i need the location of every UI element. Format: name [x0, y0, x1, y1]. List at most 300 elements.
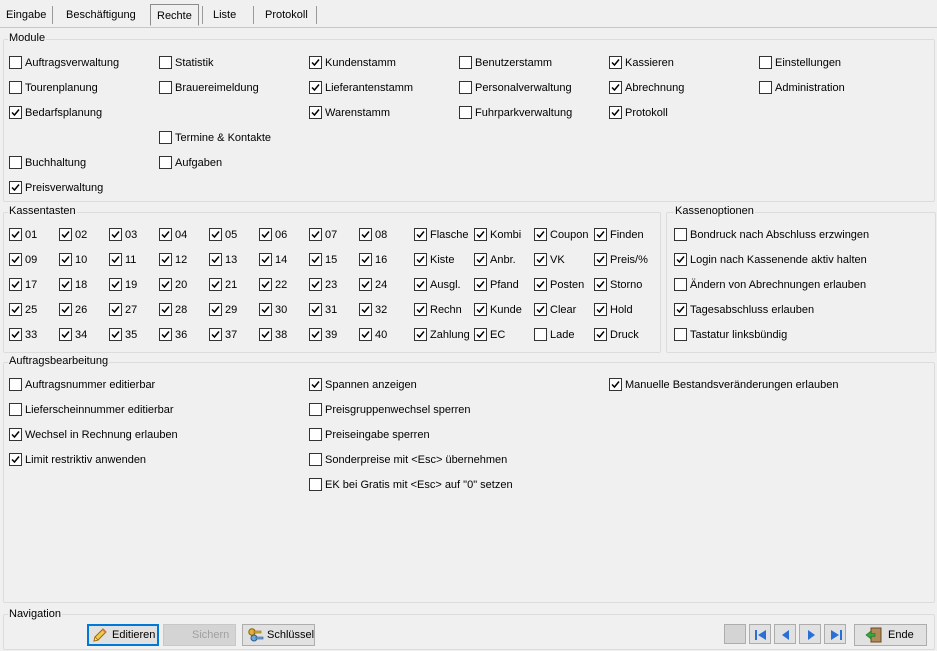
module-checkbox[interactable]	[9, 181, 103, 197]
checkbox-box[interactable]	[9, 228, 22, 241]
checkmark-icon	[310, 329, 321, 340]
checkbox-box[interactable]	[259, 228, 272, 241]
checkmark-icon	[535, 304, 546, 315]
checkbox-box[interactable]	[59, 303, 72, 316]
kassentaste-checkbox[interactable]	[209, 278, 237, 294]
save-button[interactable]	[163, 624, 236, 646]
checkbox-box[interactable]	[209, 278, 222, 291]
checkbox-label: Manuelle Bestandsveränderungen erlauben	[625, 379, 839, 392]
kassentaste-checkbox[interactable]	[414, 278, 461, 294]
checkbox-box[interactable]	[759, 81, 772, 94]
checkbox-label: Preisgruppenwechsel sperren	[325, 404, 471, 417]
checkbox-label: 40	[375, 329, 388, 342]
checkmark-icon	[675, 254, 686, 265]
kassentaste-checkbox[interactable]	[594, 328, 639, 344]
tab-bar	[0, 0, 937, 28]
checkmark-icon	[260, 279, 271, 290]
checkbox-box[interactable]	[309, 403, 322, 416]
kassentaste-checkbox[interactable]	[9, 328, 37, 344]
kassentaste-checkbox[interactable]	[359, 228, 387, 244]
checkbox-box[interactable]	[309, 428, 322, 441]
checkmark-icon	[60, 254, 71, 265]
checkbox-box[interactable]	[609, 378, 622, 391]
kassentaste-checkbox[interactable]	[309, 303, 337, 319]
checkbox-box[interactable]	[309, 56, 322, 69]
auftrag-checkbox[interactable]	[9, 378, 155, 394]
checkmark-icon	[595, 229, 606, 240]
checkbox-box[interactable]	[9, 278, 22, 291]
kassentaste-checkbox[interactable]	[209, 228, 237, 244]
checkmark-icon	[60, 304, 71, 315]
checkbox-box[interactable]	[209, 303, 222, 316]
checkbox-label: Sonderpreise mit <Esc> übernehmen	[325, 454, 508, 467]
checkbox-box[interactable]	[414, 228, 427, 241]
end-button[interactable]	[854, 624, 927, 646]
auftrag-checkbox[interactable]	[309, 478, 513, 494]
checkmark-icon	[675, 304, 686, 315]
kassentaste-checkbox[interactable]	[59, 228, 87, 244]
checkbox-box[interactable]	[474, 228, 487, 241]
checkbox-label: 27	[125, 304, 138, 317]
checkbox-box[interactable]	[474, 303, 487, 316]
tab-beschaeftigung[interactable]: Beschäftigung	[66, 9, 136, 21]
kassentaste-checkbox[interactable]	[359, 278, 387, 294]
tab-divider	[253, 6, 254, 24]
checkbox-label: Bondruck nach Abschluss erzwingen	[690, 229, 870, 242]
checkmark-icon	[360, 229, 371, 240]
kassentaste-checkbox[interactable]	[59, 278, 87, 294]
checkbox-label: Finden	[610, 229, 644, 242]
checkbox-box[interactable]	[594, 228, 607, 241]
module-title: Module	[9, 32, 46, 44]
checkmark-icon	[260, 254, 271, 265]
checkbox-box[interactable]	[59, 328, 72, 341]
kassentaste-checkbox[interactable]	[414, 328, 470, 344]
checkbox-label: Ändern von Abrechnungen erlauben	[690, 279, 867, 292]
kassentaste-checkbox[interactable]	[474, 278, 519, 294]
module-checkbox[interactable]	[9, 56, 119, 72]
checkbox-box[interactable]	[159, 56, 172, 69]
checkbox-box[interactable]	[309, 453, 322, 466]
checkbox-label: 36	[175, 329, 188, 342]
checkbox-box[interactable]	[159, 253, 172, 266]
kassentaste-checkbox[interactable]	[534, 253, 565, 269]
checkbox-label: 31	[325, 304, 338, 317]
checkmark-icon	[210, 279, 221, 290]
end-button-label: Ende	[888, 629, 914, 641]
checkbox-box[interactable]	[594, 303, 607, 316]
checkbox-box[interactable]	[9, 453, 22, 466]
kassentaste-checkbox[interactable]	[309, 278, 337, 294]
checkmark-icon	[10, 254, 21, 265]
module-checkbox[interactable]	[9, 81, 98, 97]
checkbox-box[interactable]	[159, 278, 172, 291]
kassentaste-checkbox[interactable]	[309, 253, 337, 269]
checkbox-box[interactable]	[594, 253, 607, 266]
kassentaste-checkbox[interactable]	[159, 228, 187, 244]
checkmark-icon	[415, 304, 426, 315]
kassentaste-checkbox[interactable]	[594, 228, 644, 244]
checkbox-box[interactable]	[459, 81, 472, 94]
kassentaste-checkbox[interactable]	[59, 303, 87, 319]
checkbox-label: 14	[275, 254, 288, 267]
tab-protokoll[interactable]: Protokoll	[265, 9, 308, 21]
auftrag-checkbox[interactable]	[309, 403, 471, 419]
checkbox-box[interactable]	[359, 303, 372, 316]
checkbox-label: 26	[75, 304, 88, 317]
pencil-icon	[92, 627, 108, 650]
kassentaste-checkbox[interactable]	[159, 303, 187, 319]
checkmark-icon	[360, 254, 371, 265]
checkbox-label: Bedarfsplanung	[25, 107, 103, 120]
next-record-icon	[804, 628, 818, 642]
checkbox-label: 04	[175, 229, 188, 242]
kassentaste-checkbox[interactable]	[474, 228, 521, 244]
module-checkbox[interactable]	[309, 106, 390, 122]
checkmark-icon	[10, 454, 21, 465]
kassentaste-checkbox[interactable]	[159, 328, 187, 344]
module-checkbox[interactable]	[609, 106, 668, 122]
kassentaste-checkbox[interactable]	[209, 303, 237, 319]
kassentaste-checkbox[interactable]	[9, 253, 37, 269]
checkbox-box[interactable]	[59, 228, 72, 241]
checkbox-box[interactable]	[309, 253, 322, 266]
checkbox-label: VK	[550, 254, 565, 267]
checkbox-box[interactable]	[209, 328, 222, 341]
checkbox-label: Brauereimeldung	[175, 82, 259, 95]
checkbox-label: Administration	[775, 82, 845, 95]
kassentaste-checkbox[interactable]	[59, 328, 87, 344]
checkbox-label: 39	[325, 329, 338, 342]
checkbox-box[interactable]	[359, 328, 372, 341]
checkmark-icon	[595, 304, 606, 315]
kassentaste-checkbox[interactable]	[359, 303, 387, 319]
module-checkbox[interactable]	[759, 56, 841, 72]
checkmark-icon	[10, 279, 21, 290]
checkmark-icon	[10, 429, 21, 440]
checkbox-box[interactable]	[59, 253, 72, 266]
checkbox-box[interactable]	[159, 303, 172, 316]
module-checkbox[interactable]	[9, 156, 86, 172]
key-button[interactable]	[242, 624, 315, 646]
checkbox-label: Hold	[610, 304, 633, 317]
module-checkbox[interactable]	[609, 81, 684, 97]
checkbox-box[interactable]	[359, 253, 372, 266]
checkbox-box[interactable]	[309, 106, 322, 119]
checkbox-box[interactable]	[359, 228, 372, 241]
kassentaste-checkbox[interactable]	[209, 253, 237, 269]
kassentaste-checkbox[interactable]	[474, 303, 522, 319]
checkmark-icon	[160, 279, 171, 290]
module-checkbox[interactable]	[159, 81, 259, 97]
checkbox-box[interactable]	[9, 328, 22, 341]
checkmark-icon	[595, 254, 606, 265]
kassentaste-checkbox[interactable]	[474, 328, 505, 344]
kassentaste-checkbox[interactable]	[594, 303, 633, 319]
kassenoption-checkbox[interactable]	[674, 228, 869, 244]
checkmark-icon	[475, 279, 486, 290]
checkbox-box[interactable]	[259, 278, 272, 291]
module-checkbox[interactable]	[459, 56, 552, 72]
checkbox-label: Benutzerstamm	[475, 57, 553, 70]
checkbox-box[interactable]	[674, 303, 687, 316]
checkmark-icon	[310, 254, 321, 265]
kassenoption-checkbox[interactable]	[674, 328, 787, 344]
save-button-label: Sichern	[192, 629, 230, 641]
checkmark-icon	[475, 254, 486, 265]
checkbox-box[interactable]	[534, 278, 547, 291]
kassentaste-checkbox[interactable]	[534, 328, 574, 344]
module-checkbox[interactable]	[159, 56, 214, 72]
checkbox-box[interactable]	[309, 278, 322, 291]
checkbox-label: Aufgaben	[175, 157, 223, 170]
checkbox-box[interactable]	[9, 181, 22, 194]
kassentaste-checkbox[interactable]	[109, 228, 137, 244]
checkbox-box[interactable]	[359, 278, 372, 291]
checkbox-label: 38	[275, 329, 288, 342]
kassentaste-checkbox[interactable]	[594, 278, 642, 294]
checkbox-box[interactable]	[474, 278, 487, 291]
checkbox-box[interactable]	[674, 228, 687, 241]
kassentaste-checkbox[interactable]	[309, 328, 337, 344]
checkbox-label: Lieferscheinnummer editierbar	[25, 404, 174, 417]
kassentaste-checkbox[interactable]	[309, 228, 337, 244]
checkbox-label: Coupon	[550, 229, 589, 242]
checkbox-label: Tourenplanung	[25, 82, 98, 95]
kassentaste-checkbox[interactable]	[259, 253, 287, 269]
kassentaste-checkbox[interactable]	[9, 278, 37, 294]
checkbox-box[interactable]	[534, 303, 547, 316]
checkbox-box[interactable]	[9, 106, 22, 119]
checkbox-label: 25	[25, 304, 38, 317]
checkbox-box[interactable]	[309, 303, 322, 316]
checkbox-label: 13	[225, 254, 238, 267]
checkbox-box[interactable]	[459, 106, 472, 119]
checkbox-label: 32	[375, 304, 388, 317]
checkbox-label: Anbr.	[490, 254, 516, 267]
checkbox-box[interactable]	[159, 131, 172, 144]
kassentaste-checkbox[interactable]	[109, 328, 137, 344]
checkbox-box[interactable]	[534, 253, 547, 266]
checkbox-label: 12	[175, 254, 188, 267]
nav-next-button[interactable]	[799, 624, 821, 644]
checkbox-box[interactable]	[474, 253, 487, 266]
auftrag-checkbox[interactable]	[9, 453, 146, 469]
checkbox-box[interactable]	[459, 56, 472, 69]
checkbox-box[interactable]	[309, 328, 322, 341]
checkbox-label: Kiste	[430, 254, 455, 267]
kassentaste-checkbox[interactable]	[59, 253, 87, 269]
checkmark-icon	[210, 329, 221, 340]
checkmark-icon	[10, 107, 21, 118]
checkmark-icon	[160, 254, 171, 265]
checkmark-icon	[610, 107, 621, 118]
checkmark-icon	[210, 254, 221, 265]
checkbox-box[interactable]	[594, 328, 607, 341]
checkbox-box[interactable]	[674, 278, 687, 291]
checkmark-icon	[610, 57, 621, 68]
kassentaste-checkbox[interactable]	[259, 278, 287, 294]
kassentaste-checkbox[interactable]	[109, 253, 136, 269]
checkbox-box[interactable]	[609, 106, 622, 119]
checkbox-box[interactable]	[9, 378, 22, 391]
checkbox-box[interactable]	[674, 253, 687, 266]
kassentaste-checkbox[interactable]	[534, 228, 589, 244]
kassentaste-checkbox[interactable]	[159, 253, 187, 269]
checkbox-label: 03	[125, 229, 138, 242]
checkmark-icon	[535, 254, 546, 265]
checkbox-box[interactable]	[109, 278, 122, 291]
module-checkbox[interactable]	[309, 81, 413, 97]
auftrag-checkbox[interactable]	[609, 378, 838, 394]
checkbox-label: 30	[275, 304, 288, 317]
checkbox-box[interactable]	[474, 328, 487, 341]
kassentaste-checkbox[interactable]	[259, 328, 287, 344]
checkmark-icon	[160, 229, 171, 240]
kassentaste-checkbox[interactable]	[414, 228, 469, 244]
checkmark-icon	[260, 304, 271, 315]
checkbox-box[interactable]	[674, 328, 687, 341]
checkbox-box[interactable]	[309, 228, 322, 241]
checkmark-icon	[110, 229, 121, 240]
checkbox-label: Abrechnung	[625, 82, 685, 95]
checkmark-icon	[10, 329, 21, 340]
checkbox-box[interactable]	[414, 253, 427, 266]
checkbox-label: 35	[125, 329, 138, 342]
checkbox-box[interactable]	[109, 303, 122, 316]
checkbox-label: 17	[25, 279, 38, 292]
checkbox-box[interactable]	[9, 428, 22, 441]
tab-liste[interactable]: Liste	[213, 9, 237, 21]
module-checkbox[interactable]	[459, 81, 572, 97]
edit-button[interactable]	[87, 624, 159, 646]
checkbox-label: Statistik	[175, 57, 214, 70]
checkbox-box[interactable]	[534, 328, 547, 341]
checkmark-icon	[310, 279, 321, 290]
checkbox-box[interactable]	[309, 378, 322, 391]
checkbox-box[interactable]	[159, 228, 172, 241]
checkbox-label: 18	[75, 279, 88, 292]
auftrag-checkbox[interactable]	[9, 403, 174, 419]
checkbox-box[interactable]	[209, 228, 222, 241]
tab-eingabe[interactable]: Eingabe	[6, 9, 47, 21]
auftrag-checkbox[interactable]	[9, 428, 178, 444]
checkbox-box[interactable]	[9, 303, 22, 316]
kassentaste-checkbox[interactable]	[209, 328, 237, 344]
checkbox-box[interactable]	[209, 253, 222, 266]
checkbox-box[interactable]	[309, 81, 322, 94]
checkbox-box[interactable]	[414, 278, 427, 291]
kassentaste-checkbox[interactable]	[259, 303, 287, 319]
checkbox-box[interactable]	[594, 278, 607, 291]
checkbox-box[interactable]	[9, 81, 22, 94]
checkbox-box[interactable]	[9, 156, 22, 169]
kassentaste-checkbox[interactable]	[359, 328, 387, 344]
kassentaste-checkbox[interactable]	[474, 253, 516, 269]
kassentaste-checkbox[interactable]	[9, 228, 37, 244]
checkbox-box[interactable]	[609, 81, 622, 94]
checkbox-label: Posten	[550, 279, 585, 292]
kassenoption-checkbox[interactable]	[674, 303, 814, 319]
checkbox-label: 22	[275, 279, 288, 292]
auftrag-checkbox[interactable]	[309, 378, 417, 394]
module-checkbox[interactable]	[159, 156, 222, 172]
checkbox-label: 23	[325, 279, 338, 292]
checkbox-box[interactable]	[414, 303, 427, 316]
tab-divider	[316, 6, 317, 24]
kassentaste-checkbox[interactable]	[109, 303, 137, 319]
checkbox-label: Lade	[550, 329, 575, 342]
kassentaste-checkbox[interactable]	[534, 303, 576, 319]
module-checkbox[interactable]	[609, 56, 674, 72]
module-checkbox[interactable]	[759, 81, 845, 97]
checkmark-icon	[110, 279, 121, 290]
nav-blank-button[interactable]	[724, 624, 746, 644]
checkbox-box[interactable]	[259, 303, 272, 316]
checkbox-label: Spannen anzeigen	[325, 379, 417, 392]
kassentaste-checkbox[interactable]	[9, 303, 37, 319]
kassentaste-checkbox[interactable]	[414, 303, 462, 319]
kassenoption-checkbox[interactable]	[674, 253, 867, 269]
checkbox-box[interactable]	[59, 278, 72, 291]
auftrag-checkbox[interactable]	[309, 428, 430, 444]
module-checkbox[interactable]	[9, 106, 102, 122]
checkbox-box[interactable]	[609, 56, 622, 69]
tab-rechte[interactable]: Rechte	[150, 4, 199, 26]
checkbox-box[interactable]	[159, 81, 172, 94]
module-checkbox[interactable]	[159, 131, 271, 147]
checkbox-box[interactable]	[9, 253, 22, 266]
checkbox-box[interactable]	[159, 156, 172, 169]
checkbox-box[interactable]	[9, 56, 22, 69]
kassentaste-checkbox[interactable]	[259, 228, 287, 244]
module-checkbox[interactable]	[309, 56, 396, 72]
checkbox-label: EK bei Gratis mit <Esc> auf "0" setzen	[325, 479, 513, 492]
kassentaste-checkbox[interactable]	[359, 253, 387, 269]
checkbox-box[interactable]	[414, 328, 427, 341]
checkbox-label: 10	[75, 254, 88, 267]
kassentaste-checkbox[interactable]	[534, 278, 584, 294]
checkbox-box[interactable]	[109, 328, 122, 341]
checkbox-label: Wechsel in Rechnung erlauben	[25, 429, 178, 442]
checkbox-box[interactable]	[309, 478, 322, 491]
kassentaste-checkbox[interactable]	[159, 278, 187, 294]
kassentaste-checkbox[interactable]	[594, 253, 648, 269]
checkbox-box[interactable]	[259, 253, 272, 266]
kassenoption-checkbox[interactable]	[674, 278, 866, 294]
nav-first-button[interactable]	[749, 624, 771, 644]
nav-prev-button[interactable]	[774, 624, 796, 644]
checkbox-box[interactable]	[159, 328, 172, 341]
module-checkbox[interactable]	[459, 106, 572, 122]
checkbox-box[interactable]	[9, 403, 22, 416]
checkbox-label: Ausgl.	[430, 279, 461, 292]
checkbox-label: Termine & Kontakte	[175, 132, 271, 145]
checkbox-box[interactable]	[109, 253, 122, 266]
nav-last-button[interactable]	[824, 624, 846, 644]
checkbox-box[interactable]	[759, 56, 772, 69]
kassenoptionen-title: Kassenoptionen	[675, 205, 754, 217]
checkbox-label: Fuhrparkverwaltung	[475, 107, 573, 120]
kassentaste-checkbox[interactable]	[414, 253, 454, 269]
checkbox-box[interactable]	[534, 228, 547, 241]
checkbox-box[interactable]	[259, 328, 272, 341]
checkbox-label: Preiseingabe sperren	[325, 429, 430, 442]
checkbox-box[interactable]	[109, 228, 122, 241]
kassentaste-checkbox[interactable]	[109, 278, 137, 294]
checkmark-icon	[110, 329, 121, 340]
auftrag-checkbox[interactable]	[309, 453, 507, 469]
